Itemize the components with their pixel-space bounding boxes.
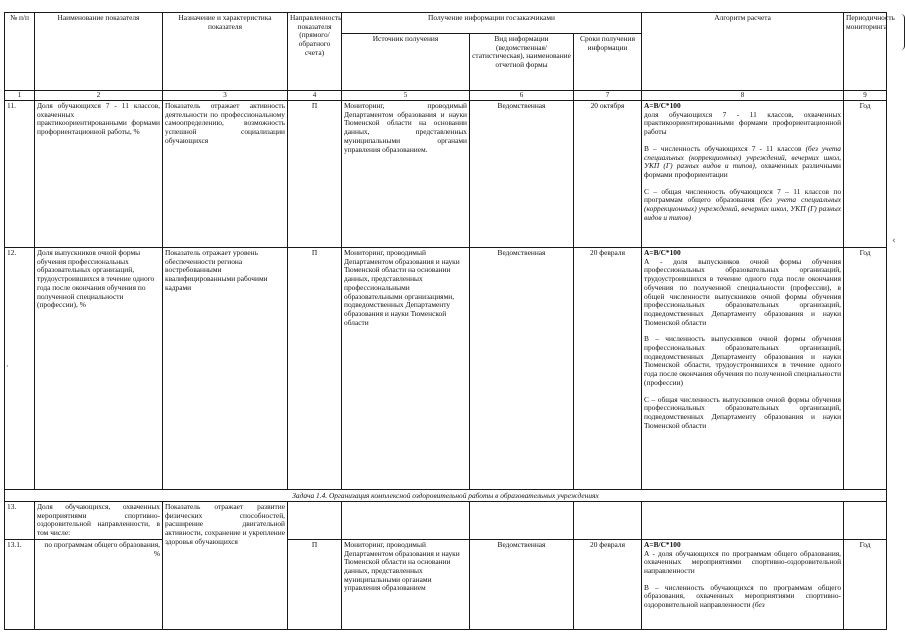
- empty-cell: [470, 502, 574, 540]
- period: Год: [844, 101, 887, 248]
- table-row: [5, 539, 887, 629]
- calc-algorithm: [642, 248, 844, 490]
- indicator-purpose: Показатель отражает активность деятельности по профессиональному самоопределению, возможность успешной социализации обучающихся: [163, 101, 288, 248]
- indicator-purpose: Показатель отражает развитие физических способностей, расширение двигательной активности, сохранение и укрепление здоровья обучающихся: [163, 502, 288, 630]
- calc-algorithm: [642, 539, 844, 629]
- calc-algorithm: [642, 101, 844, 248]
- column-number: 5: [342, 91, 470, 101]
- table-row: [5, 101, 887, 248]
- header-algorithm: Алгоритм расчета: [642, 13, 844, 91]
- indicator-direction: П: [288, 248, 342, 490]
- formula: А=В/С*100: [644, 248, 681, 257]
- formula: А=В/С*100: [644, 539, 681, 549]
- column-number: 3: [163, 91, 288, 101]
- info-deadline: 20 февраля: [574, 248, 642, 490]
- algo-c-note: (без учета специальных (коррекционных) учреждений, вечерних школ, УКП (Г) разных видов и типов): [644, 195, 842, 222]
- column-number-row: [5, 91, 887, 101]
- info-deadline: 20 октября: [574, 101, 642, 248]
- header-row: [5, 13, 887, 34]
- info-type: Ведомственная: [470, 539, 574, 629]
- row-number: 11.: [5, 101, 35, 248]
- indicator-name: Доля обучающихся, охваченных мероприятиями спортивно-оздоровительной направленности, в том числе:: [35, 502, 163, 540]
- margin-tick: ‹: [892, 236, 896, 246]
- page-edge-mark: [901, 14, 905, 50]
- algo-a: А - доля выпускников очной формы обучения профессиональных образовательных организаций, трудоустроившихся в течение одного года после окончания обучения по полученной специальности (профессии), в общей численности выпускников очной формы обучения профессиональных образовательных организаций, подведомственных Департаменту образования и науки Тюменской области: [644, 256, 842, 327]
- info-deadline: 20 февраля: [574, 539, 642, 629]
- algo-b: [644, 145, 841, 180]
- formula: А=В/С*100: [644, 101, 681, 110]
- indicator-name: Доля обучающихся 7 - 11 классов, охваченных практикоориентированными формами профориентационной работы, %: [35, 101, 163, 248]
- column-number: 2: [35, 91, 163, 101]
- row-number: 13.1.: [5, 539, 35, 629]
- algo-b-text: В – численность обучающихся по программам общего образования, охваченных мероприятиями спортивно-оздоровительной направленности: [644, 582, 842, 610]
- algo-b-text: В – численность обучающихся 7 - 11 классов: [644, 143, 802, 153]
- row-number: 12.: [5, 248, 35, 490]
- header-purpose: Назначение и характеристика показателя: [163, 13, 288, 91]
- indicator-direction: П: [288, 539, 342, 629]
- header-deadline: Сроки получения информации: [574, 34, 642, 91]
- indicator-purpose: Показатель отражает уровень обеспеченности региона востребованными квалифицированными рабочими кадрами: [163, 248, 288, 490]
- section-row: [5, 490, 887, 502]
- column-number: 9: [844, 91, 887, 101]
- algo-c: [644, 188, 841, 223]
- algo-a: доля обучающихся 7 - 11 классов, охваченных практикоориентированными формами профориентационной работы: [644, 109, 842, 137]
- algo-a: А - доля обучающихся по программам общего образования, охваченных мероприятиями спортивно-оздоровительной направленности: [644, 548, 842, 575]
- algo-b-note: (без: [752, 600, 765, 610]
- algo-b: В – численность выпускников очной формы обучения профессиональных образовательных организаций, подведомственных Департаменту образования и науки Тюменской области, трудоустроившихся в течение одного года после окончания обучения по полученной специальности (профессии): [644, 334, 842, 387]
- period: Год: [844, 539, 887, 629]
- margin-tick: ·: [6, 362, 9, 372]
- algo-c: С – общая численность выпускников очной формы обучения профессиональных образовательных организаций, подведомственных Департаменту образования и науки Тюменской области: [644, 394, 842, 430]
- header-direction: Направленность показателя (прямого/обратного счета): [288, 13, 342, 91]
- header-num: № п/п: [5, 13, 35, 91]
- info-source: Мониторинг, проводимый Департаментом образования и науки Тюменской области на основании данных, представленных муниципальными органами управления образованием.: [342, 101, 470, 248]
- empty-cell: [574, 502, 642, 540]
- column-number: 8: [642, 91, 844, 101]
- info-source: Мониторинг, проводимый Департаментом образования и науки Тюменской области на основании данных, представленных муниципальными органами управления образованием: [342, 539, 470, 629]
- algo-b-tail: охваченных различными формами профориентации: [644, 161, 842, 179]
- column-number: 6: [470, 91, 574, 101]
- table-row: [5, 502, 887, 540]
- empty-cell: [844, 502, 887, 540]
- header-name: Наименование показателя: [35, 13, 163, 91]
- empty-cell: [342, 502, 470, 540]
- header-period: Периодичность мониторинга: [844, 13, 887, 91]
- table-row: [5, 248, 887, 490]
- info-type: Ведомственная: [470, 248, 574, 490]
- header-info-type: Вид информации (ведомственная/статистическая), наименование отчетной формы: [470, 34, 574, 91]
- algo-c-text: С – общая численность обучающихся 7 – 11 классов по программам общего образования: [644, 186, 842, 205]
- header-source: Источник получения: [342, 34, 470, 91]
- info-type: Ведомственная: [470, 101, 574, 248]
- empty-cell: [642, 502, 844, 540]
- column-number: 4: [288, 91, 342, 101]
- period: Год: [844, 248, 887, 490]
- column-number: 7: [574, 91, 642, 101]
- empty-cell: [288, 502, 342, 540]
- algo-b: [644, 584, 841, 610]
- section-title: Задача 1.4. Организация комплексной оздоровительной работы в образовательных учреждениях: [5, 490, 887, 502]
- info-source: Мониторинг, проводимый Департаментом образования и науки Тюменской области на основании данных, представленных профессиональными образовательными организациями, подведомственных Департаменту образования и науки Тюменской области: [342, 248, 470, 490]
- header-info-group: Получение информации госзаказчиками: [342, 13, 642, 34]
- column-number: 1: [5, 91, 35, 101]
- algo-b-note: (без учета специальных (коррекционных) учреждений, вечерних школ, УКП (Г) разных видов и типов),: [644, 143, 842, 171]
- indicator-direction: П: [288, 101, 342, 248]
- row-number: 13.: [5, 502, 35, 540]
- indicators-table: [4, 12, 895, 630]
- indicator-name: по программам общего образования, %: [35, 539, 163, 629]
- indicator-name: Доля выпускников очной формы обучения профессиональных образовательных организаций, трудоустроившихся в течение одного года после окончания обучения по полученной специальности (профессии), %: [35, 248, 163, 490]
